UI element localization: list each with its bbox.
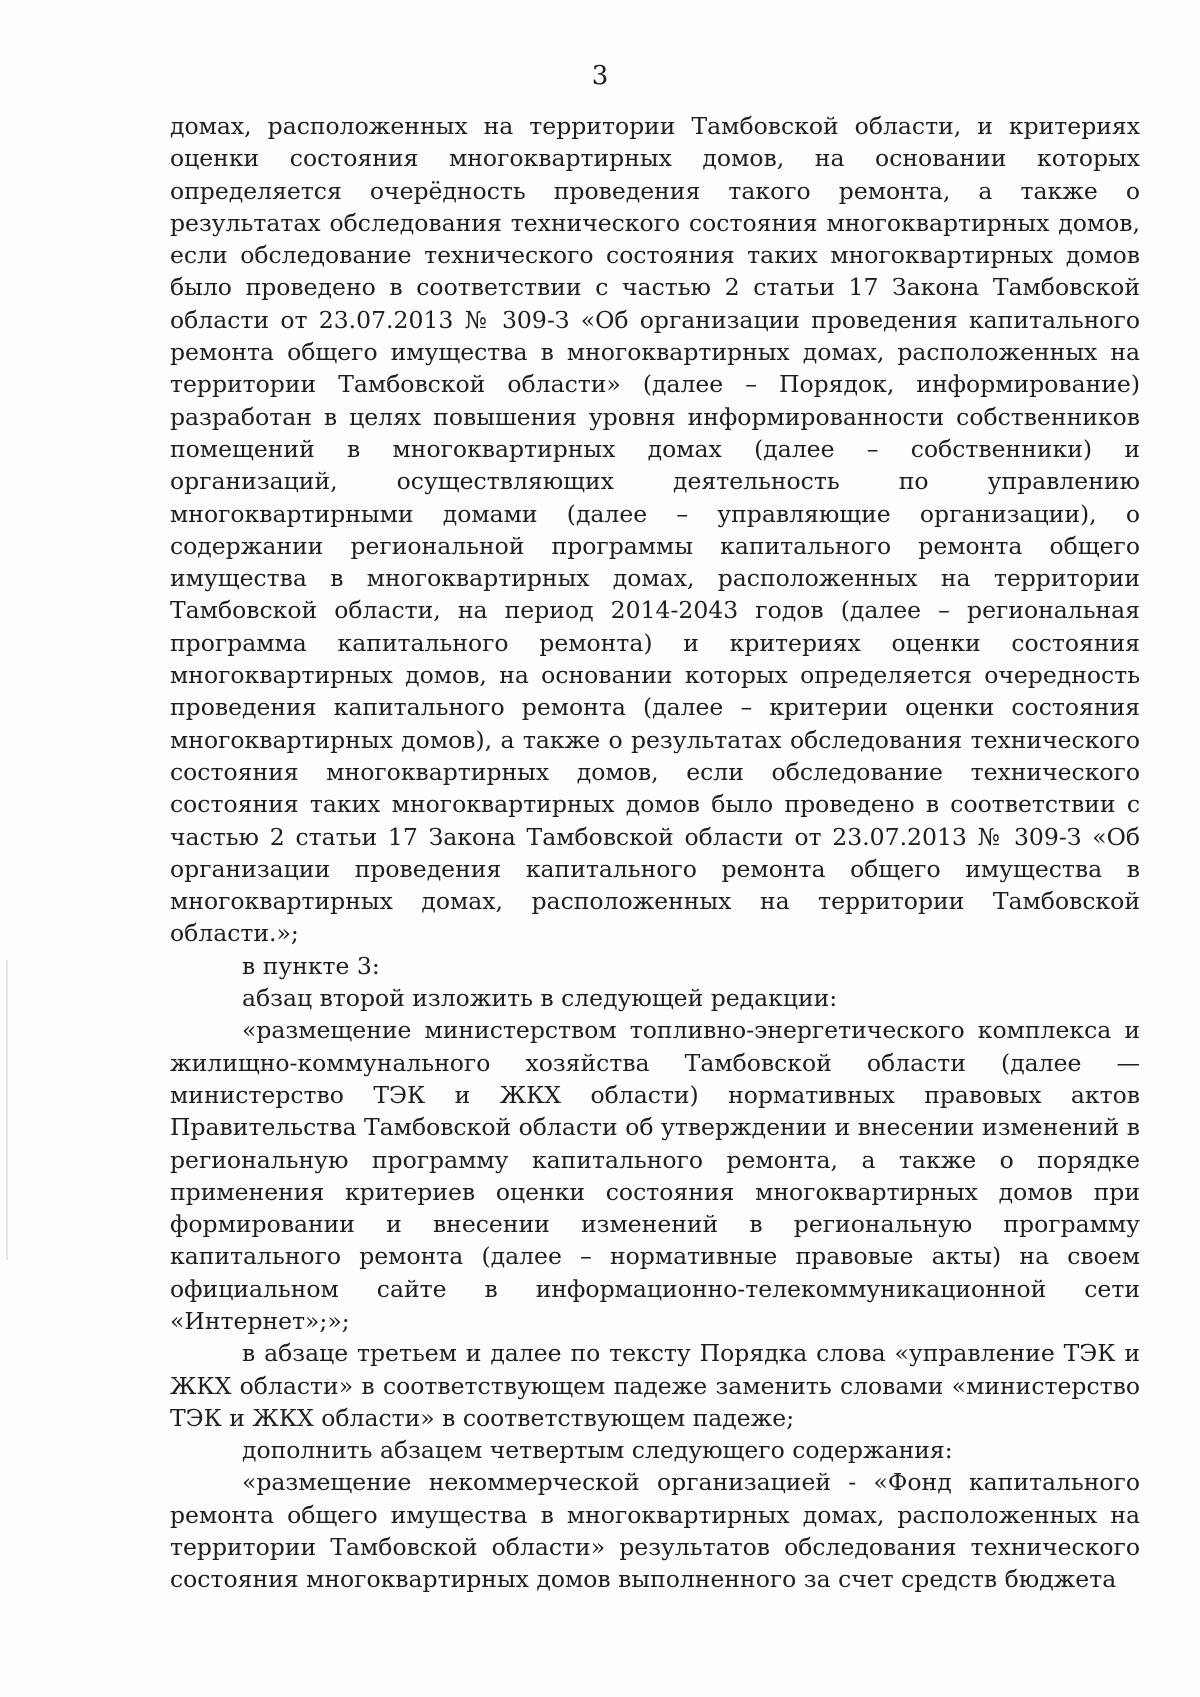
paragraph-addition-text: «размещение некоммерческой организацией - «Фонд капитального ремонта общего имущества в многоквартирных домах, расположенных на территории Тамбовской области» результатов обследования технического состояния многоквартирных домов выполненного за счет средств бюджета — [170, 1468, 1140, 1594]
paragraph-amendment-text: «размещение министерством топливно-энергетического комплекса и жилищно-коммунального хозяйства Тамбовской области (далее — министерство ТЭК и ЖКХ области) нормативных правовых актов Правительства Тамбовской области об утверждении и внесении изменений в региональную программу капитального ремонта, а также о порядке применения критериев оценки состояния многоквартирных домов при формировании и внесении изменений в региональную программу капитального ремонта (далее – нормативные правовые акты) на своем официальном сайте в информационно-телекоммуникационной сети «Интернет»;»; — [170, 1016, 1140, 1335]
paragraph-continuation: домах, расположенных на территории Тамбовской области, и критериях оценки состояния многоквартирных домов, на основании которых определяется очерёдность проведения такого ремонта, а также о результатах обследования технического состояния многоквартирных домов, если обследование технического состояния таких многоквартирных домов было проведено в соответствии с частью 2 статьи 17 Закона Тамбовской области от 23.07.2013 № 309-З «Об организации проведения капитального ремонта общего имущества в многоквартирных домах, расположенных на территории Тамбовской области» (далее – Порядок, информирование) разработан в целях повышения уровня информированности собственников помещений в многоквартирных домах (далее – собственники) и организаций, осуществляющих деятельность по управлению многоквартирными домами (далее – управляющие организации), о содержании региональной программы капитального ремонта общего имущества в многоквартирных домах, расположенных на территории Тамбовской области, на период 2014-2043 годов (далее – региональная программа капитального ремонта) и критериях оценки состояния многоквартирных домов, на основании которых определяется очередность проведения капитального ремонта (далее – критерии оценки состояния многоквартирных домов), а также о результатах обследования технического состояния многоквартирных домов, если обследование технического состояния таких многоквартирных домов было проведено в соответствии с частью 2 статьи 17 Закона Тамбовской области от 23.07.2013 № 309-З «Об организации проведения капитального ремонта общего имущества в многоквартирных домах, расположенных на территории Тамбовской области.»; — [170, 112, 1140, 948]
paragraph-point-3: в пункте 3: — [242, 951, 380, 980]
paragraph-replacement: в абзаце третьем и далее по тексту Порядка слова «управление ТЭК и ЖКХ области» в соответствующем падеже заменить словами «министерство ТЭК и ЖКХ области» в соответствующем падеже; — [170, 1339, 1140, 1432]
scan-edge-mark — [6, 960, 8, 1260]
paragraph-addition-intro: дополнить абзацем четвертым следующего содержания: — [242, 1436, 953, 1465]
page-number: 3 — [591, 61, 609, 91]
paragraph-amendment-intro: абзац второй изложить в следующей редакции: — [242, 984, 838, 1013]
document-body — [170, 110, 1140, 1596]
